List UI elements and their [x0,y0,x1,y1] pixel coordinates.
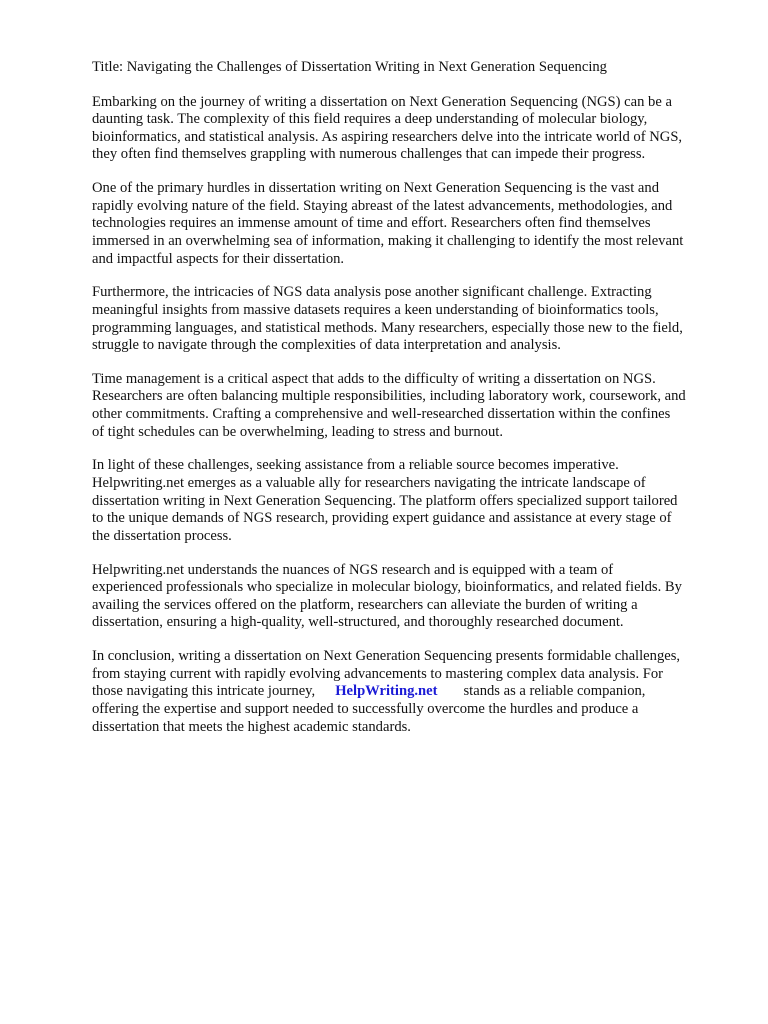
text-line: dissertation, ensuring a high-quality, well-structured, and thoroughly researched document. [92,614,624,631]
paragraph-helpwriting [92,562,732,632]
text-line: In conclusion, writing a dissertation on Next Generation Sequencing presents formidable challenges, [92,648,681,665]
text-line: In light of these challenges, seeking assistance from a reliable source becomes imperative. [92,457,619,474]
text-line: programming languages, and statistical methods. Many researchers, especially those new to the field, [92,319,683,336]
text-line: experienced professionals who specialize in molecular biology, bioinformatics, and related fields. By [92,579,682,596]
text-line: Researchers are often balancing multiple responsibilities, including laboratory work, coursework, and [92,388,686,405]
text-line: dissertation writing in Next Generation Sequencing. The platform offers specialized support tailored [92,492,678,509]
text-line: dissertation that meets the highest academic standards. [92,718,411,735]
document-title: Title: Navigating the Challenges of Dissertation Writing in Next Generation Sequencing [92,59,607,75]
text-segment: those navigating this intricate journey, [92,683,316,700]
text-line: Time management is a critical aspect that adds to the difficulty of writing a dissertation on NGS. [92,370,656,387]
text-line: of tight schedules can be overwhelming, leading to stress and burnout. [92,423,503,440]
text-line-with-link [92,683,732,701]
document-body [92,59,732,752]
text-line: from staying current with rapidly evolving advancements to mastering complex data analysis. For [92,665,664,682]
paragraph-hurdles [92,180,732,268]
text-line: Helpwriting.net understands the nuances of NGS research and is equipped with a team of [92,561,614,578]
text-line: meaningful insights from massive datasets requires a keen understanding of bioinformatics tools, [92,301,659,318]
text-line: struggle to navigate through the complexities of data interpretation and analysis. [92,337,561,354]
text-line: to the unique demands of NGS research, providing expert guidance and assistance at every stage of [92,510,672,527]
text-segment: stands as a reliable companion, [463,683,646,700]
text-line: rapidly evolving nature of the field. Staying abreast of the latest advancements, methodologies, and [92,197,673,214]
paragraph-data-analysis [92,284,732,354]
text-line: technologies requires an immense amount of time and effort. Researchers often find themselves [92,215,651,232]
text-line: daunting task. The complexity of this field requires a deep understanding of molecular biology, [92,111,648,128]
text-line: Embarking on the journey of writing a dissertation on Next Generation Sequencing (NGS) can be a [92,93,672,110]
text-line: availing the services offered on the platform, researchers can alleviate the burden of writing a [92,596,638,613]
text-line: offering the expertise and support needed to successfully overcome the hurdles and produce a [92,700,639,717]
text-line: Helpwriting.net emerges as a valuable ally for researchers navigating the intricate landscape of [92,475,646,492]
text-line: bioinformatics, and statistical analysis. As aspiring researchers delve into the intricate world of NGS, [92,128,683,145]
text-line: they often find themselves grappling with numerous challenges that can impede their progress. [92,146,646,163]
paragraph-assistance [92,457,732,545]
text-line: immersed in an overwhelming sea of information, making it challenging to identify the most relevant [92,232,684,249]
paragraph-time-management [92,371,732,441]
text-line: Furthermore, the intricacies of NGS data analysis pose another significant challenge. Extracting [92,284,652,301]
text-line: and impactful aspects for their dissertation. [92,250,345,267]
text-line: One of the primary hurdles in dissertation writing on Next Generation Sequencing is the vast and [92,180,659,197]
paragraph-intro [92,94,732,164]
helpwriting-link[interactable]: HelpWriting.net [335,683,438,700]
paragraph-conclusion [92,648,732,736]
text-line: the dissertation process. [92,527,232,544]
text-line: other commitments. Crafting a comprehensive and well-researched dissertation within the confines [92,406,671,423]
